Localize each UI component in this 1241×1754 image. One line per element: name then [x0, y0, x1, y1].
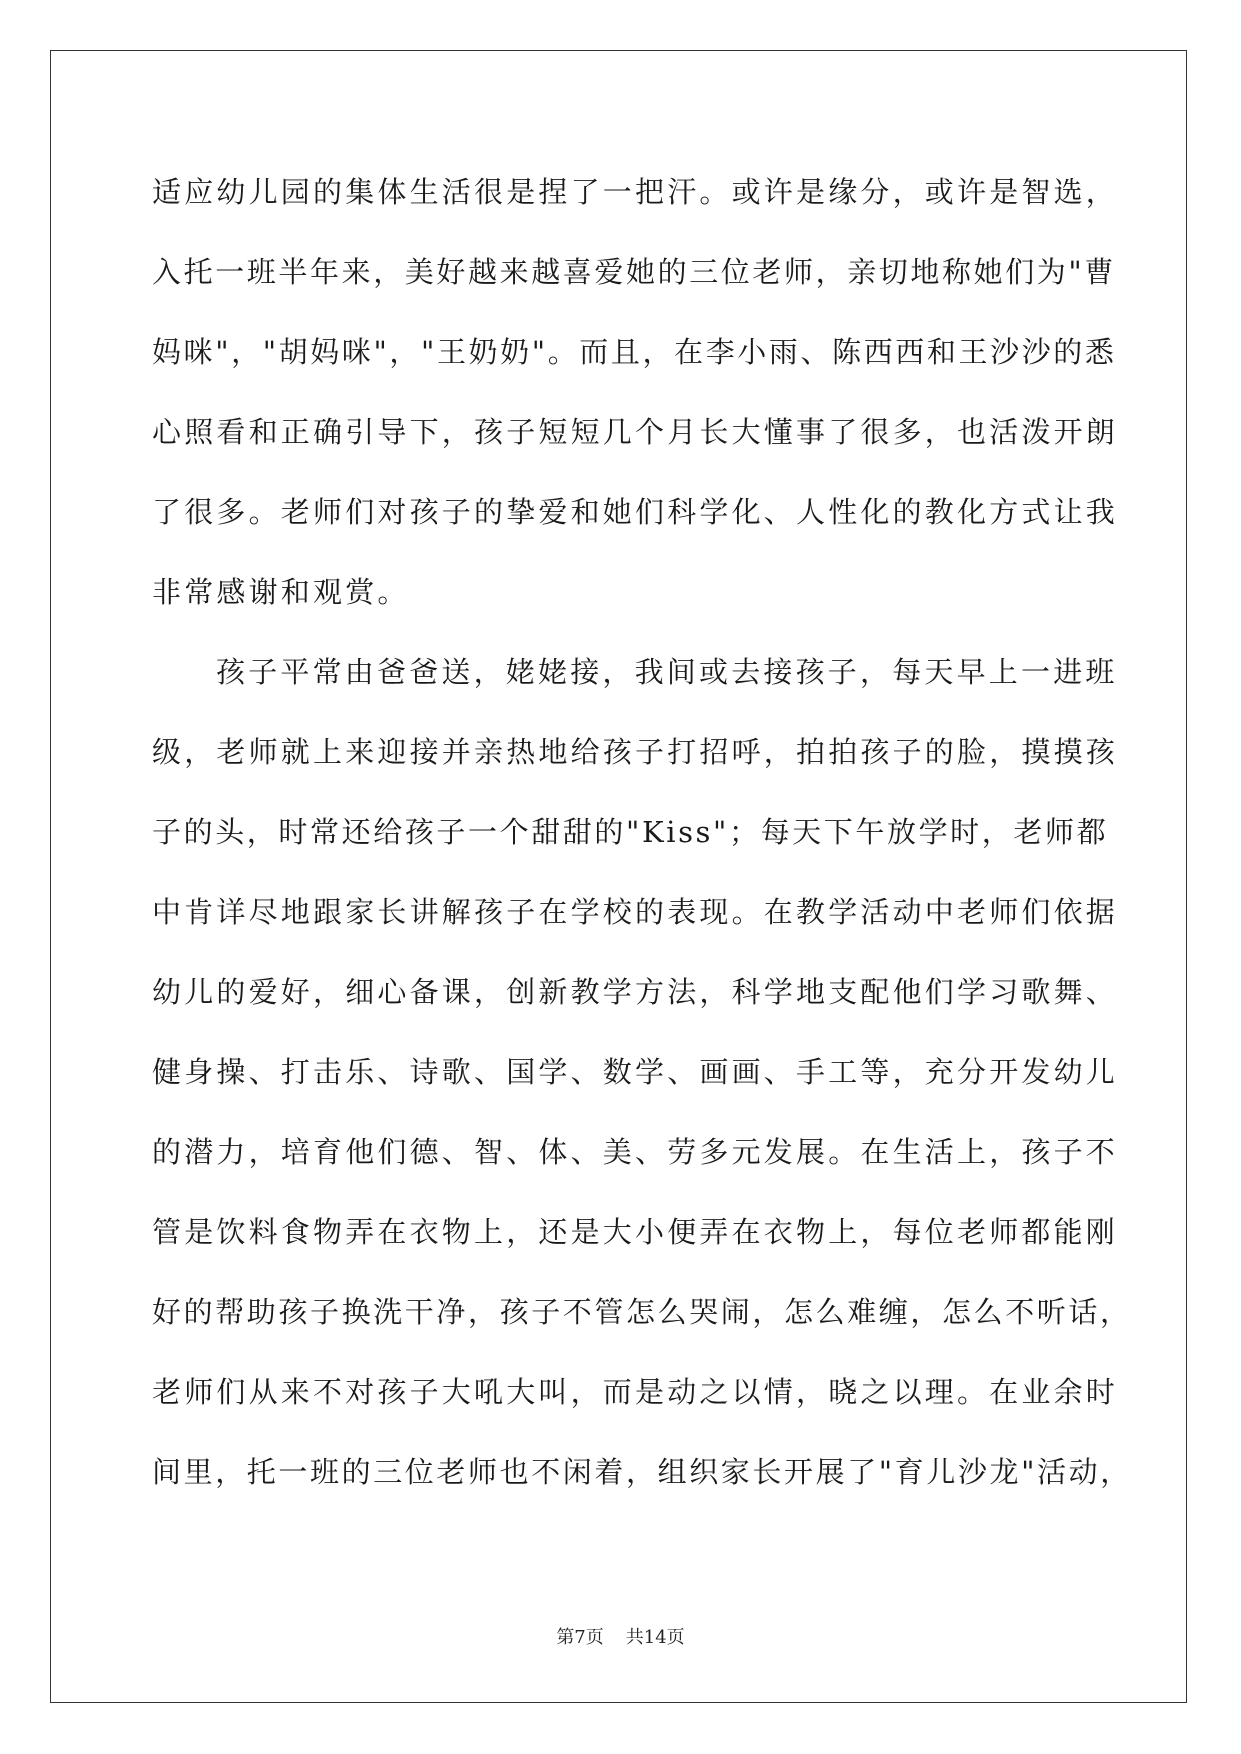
paragraph-first-line: 孩子平常由爸爸送，姥姥接，我间或去接孩子，每天早上一进班	[216, 655, 1118, 689]
text-line: 的潜力，培育他们德、智、体、美、劳多元发展。在生活上，孩子不	[152, 1135, 1119, 1169]
page-number: 第7页	[556, 1627, 604, 1648]
text-line: 中肯详尽地跟家长讲解孩子在学校的表现。在教学活动中老师们依据	[152, 895, 1119, 929]
document-body	[152, 172, 1132, 1532]
page-total: 共14页	[625, 1627, 685, 1648]
page-footer	[0, 1623, 1241, 1649]
text-line: 幼儿的爱好，细心备课，创新教学方法，科学地支配他们学习歌舞、	[152, 975, 1119, 1009]
text-line: 间里，托一班的三位老师也不闲着，组织家长开展了"育儿沙龙"活动，	[152, 1455, 1132, 1489]
text-line: 妈咪"，"胡妈咪"，"王奶奶"。而且，在李小雨、陈西西和王沙沙的悉	[152, 335, 1117, 369]
text-line: 了很多。老师们对孩子的挚爱和她们科学化、人性化的教化方式让我	[152, 495, 1119, 529]
text-line: 级，老师就上来迎接并亲热地给孩子打招呼，拍拍孩子的脸，摸摸孩	[152, 735, 1119, 769]
text-line: 管是饮料食物弄在衣物上，还是大小便弄在衣物上，每位老师都能刚	[152, 1215, 1119, 1249]
text-line: 适应幼儿园的集体生活很是捏了一把汗。或许是缘分，或许是智选，	[152, 175, 1119, 209]
text-line: 健身操、打击乐、诗歌、国学、数学、画画、手工等，充分开发幼儿	[152, 1055, 1119, 1089]
text-line: 好的帮助孩子换洗干净，孩子不管怎么哭闹，怎么难缠，怎么不听话，	[152, 1295, 1132, 1329]
text-line: 子的头，时常还给孩子一个甜甜的"Kiss"；每天下午放学时，老师都	[152, 815, 1109, 849]
text-line: 非常感谢和观赏。	[152, 575, 410, 609]
text-line: 心照看和正确引导下，孩子短短几个月长大懂事了很多，也活泼开朗	[152, 415, 1119, 449]
text-line: 老师们从来不对孩子大吼大叫，而是动之以情，晓之以理。在业余时	[152, 1375, 1119, 1409]
text-line: 入托一班半年来，美好越来越喜爱她的三位老师，亲切地称她们为"曹	[152, 255, 1116, 289]
